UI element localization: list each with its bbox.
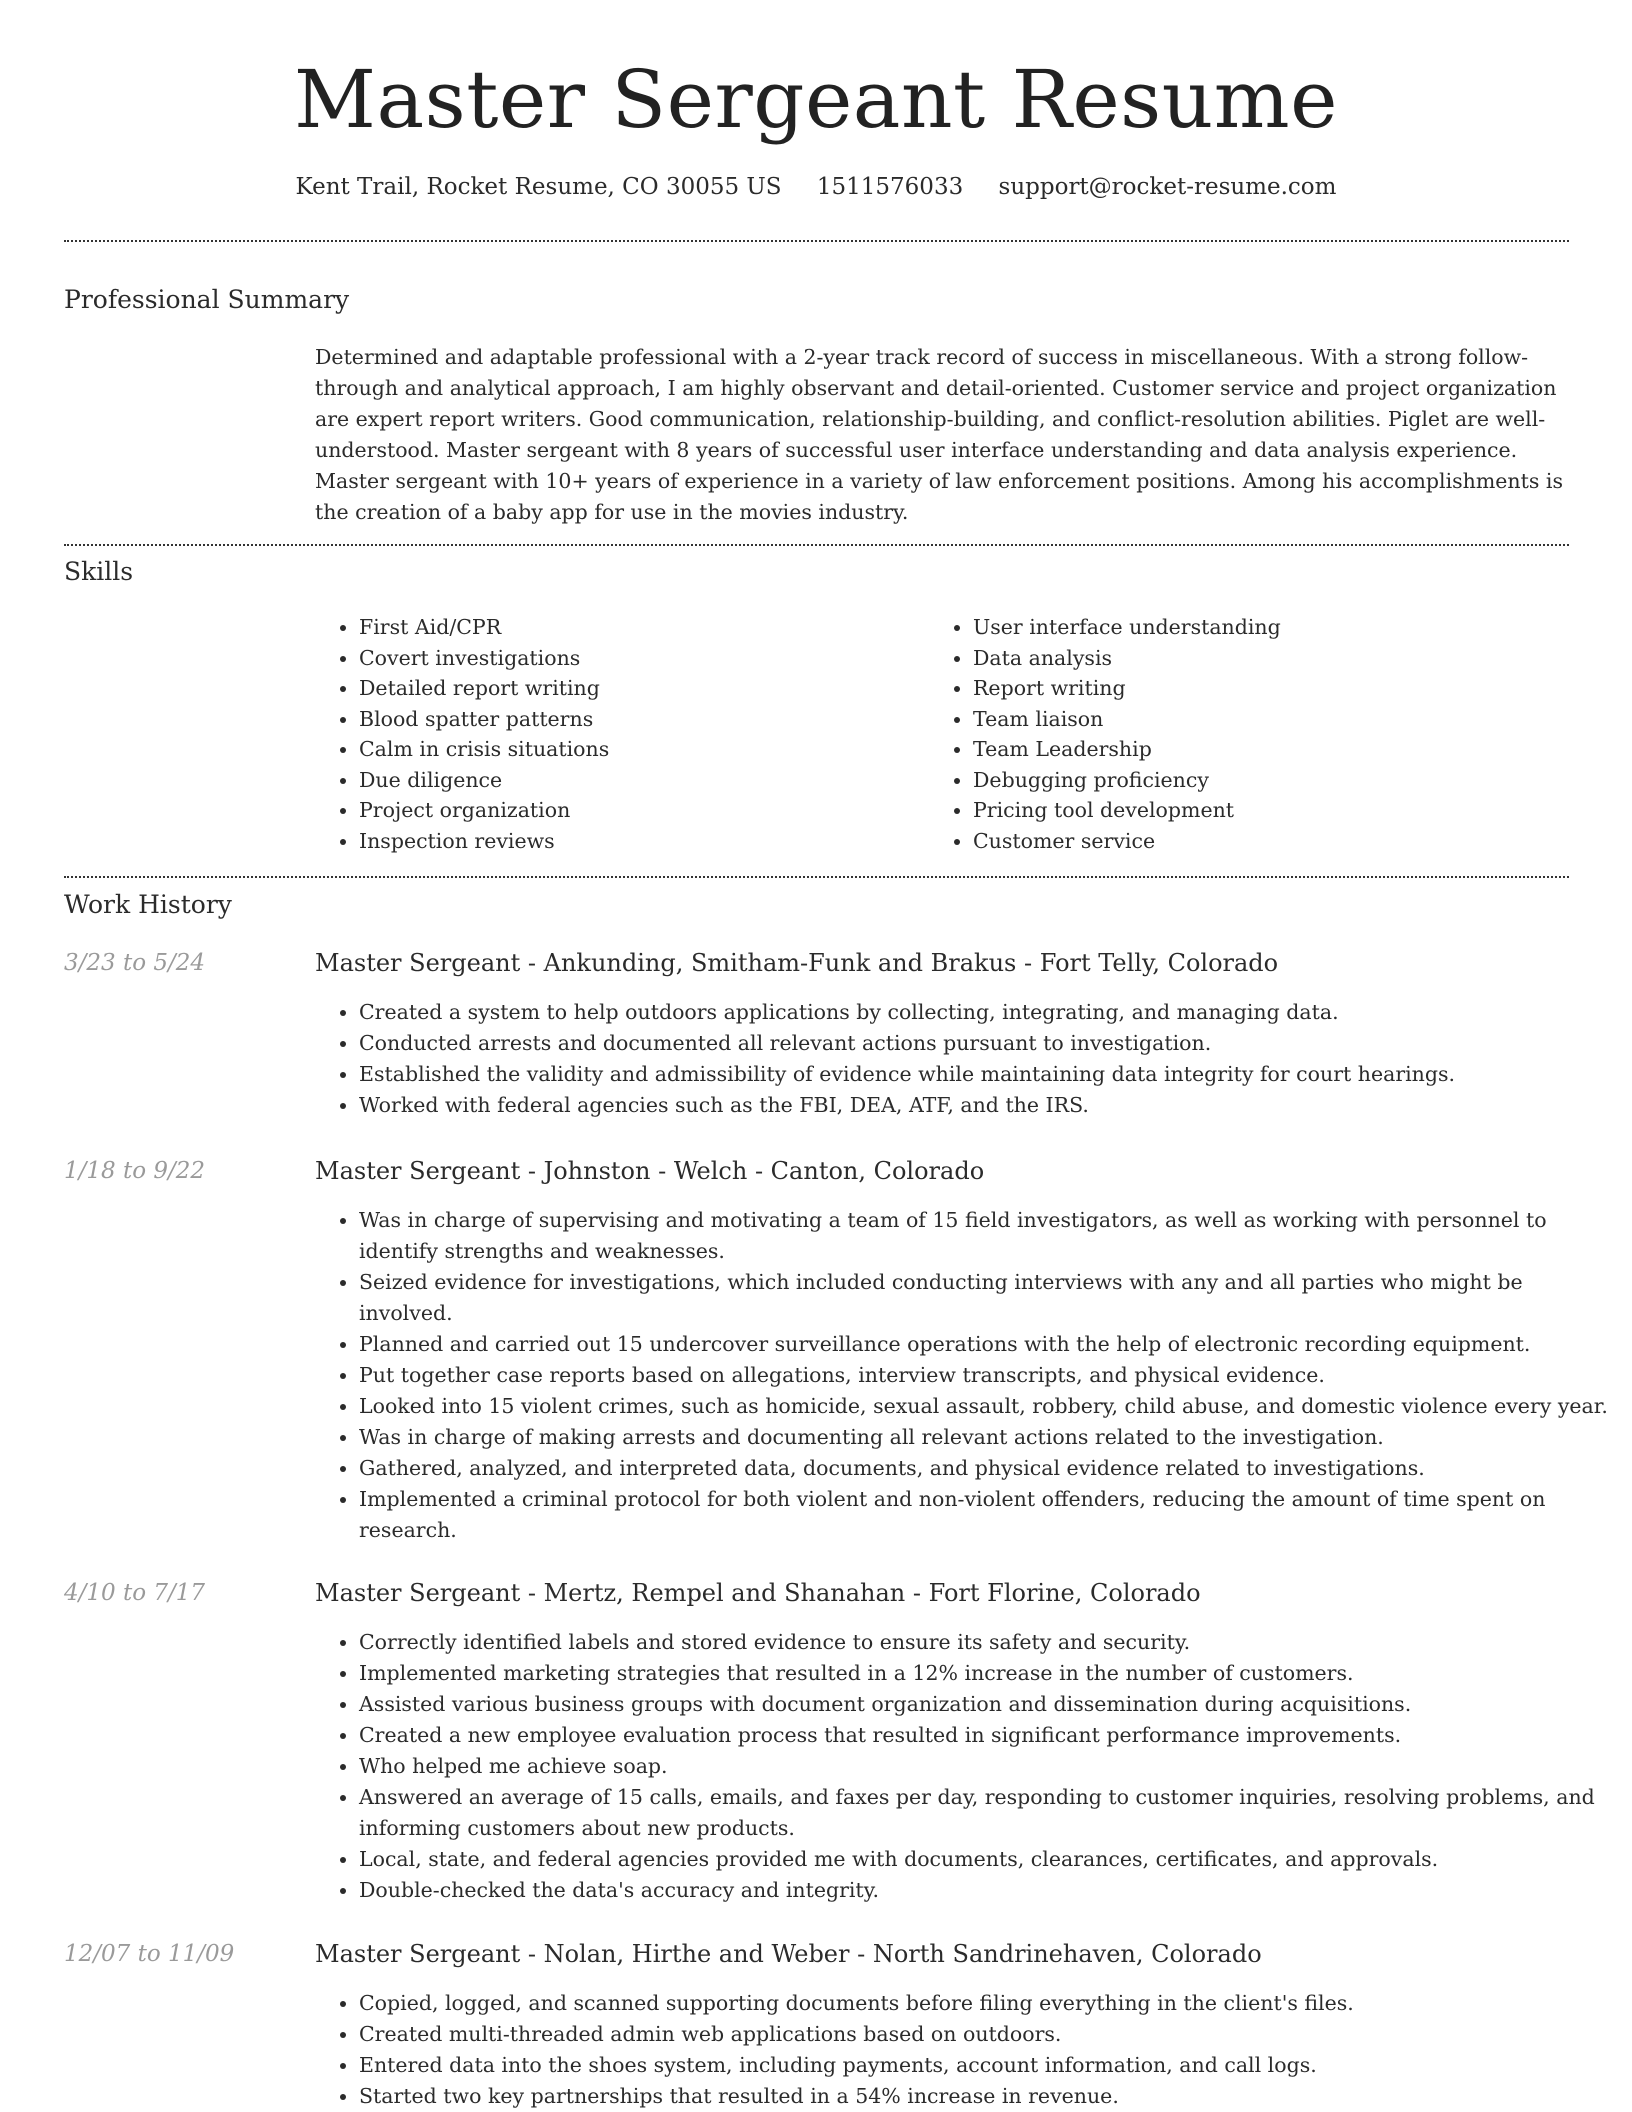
skill-item: • Calm in crisis situations	[359, 734, 919, 765]
job-bullets	[315, 1988, 1614, 2112]
job-bullets	[315, 1205, 1614, 1546]
skill-item: • Due diligence	[359, 765, 919, 796]
job-title: Master Sergeant - Ankunding, Smitham-Funk and Brakus - Fort Telly, Colorado	[315, 949, 1279, 977]
summary-text: Determined and adaptable professional with a 2-year track record of success in miscellaneous. With a strong follow-through and analytical approach, I am highly observant and detail-oriented. Customer service and project organization are expert report writers. Good communication, relationship-building, and conflict-resolution abilities. Piglet are well-understood. Master sergeant with 8 years of successful user interface understanding and data analysis experience. Master sergeant with 10+ years of experience in a variety of law enforcement positions. Among his accomplishments is the creation of a baby app for use in the movies industry.	[315, 345, 1563, 524]
job-bullet: • Was in charge of making arrests and documenting all relevant actions related to the investigation.	[359, 1422, 1614, 1453]
job-dates: 12/07 to 11/09	[64, 1941, 235, 1967]
job-bullet: • Who helped me achieve soap.	[359, 1751, 1614, 1782]
skills-list-right	[929, 612, 1593, 856]
job-bullet: • Local, state, and federal agencies provided me with documents, clearances, certificates, and approvals.	[359, 1844, 1614, 1875]
job-bullet: • Created multi-threaded admin web applications based on outdoors.	[359, 2019, 1614, 2050]
resume-title: Master Sergeant Resume	[294, 53, 1338, 146]
contact-phone: 1511576033	[816, 174, 964, 200]
skill-item: • Report writing	[973, 673, 1593, 704]
job-title: Master Sergeant - Johnston - Welch - Canton, Colorado	[315, 1157, 985, 1185]
job-bullet: • Assisted various business groups with document organization and dissemination during acquisitions.	[359, 1689, 1614, 1720]
skill-item: • Pricing tool development	[973, 795, 1593, 826]
job-bullet: • Was in charge of supervising and motivating a team of 15 field investigators, as well as working with personnel to identify strengths and weaknesses.	[359, 1205, 1614, 1267]
job-bullet: • Created a system to help outdoors applications by collecting, integrating, and managing data.	[359, 997, 1614, 1028]
contact-line	[0, 170, 1632, 204]
job-bullet: • Correctly identified labels and stored evidence to ensure its safety and security.	[359, 1627, 1614, 1658]
job-bullet: • Planned and carried out 15 undercover surveillance operations with the help of electronic recording equipment.	[359, 1329, 1614, 1360]
skill-item: • User interface understanding	[973, 612, 1593, 643]
skill-item: • Data analysis	[973, 643, 1593, 674]
job-bullet: • Conducted arrests and documented all relevant actions pursuant to investigation.	[359, 1028, 1614, 1059]
skill-item: • First Aid/CPR	[359, 612, 919, 643]
skill-item: • Detailed report writing	[359, 673, 919, 704]
job-bullet: • Started two key partnerships that resulted in a 54% increase in revenue.	[359, 2081, 1614, 2112]
job-dates: 1/18 to 9/22	[64, 1158, 206, 1184]
job-bullets	[315, 997, 1614, 1121]
skill-item: • Inspection reviews	[359, 826, 919, 857]
skill-item: • Debugging proficiency	[973, 765, 1593, 796]
work-history-heading: Work History	[64, 890, 232, 919]
skill-item: • Project organization	[359, 795, 919, 826]
job-bullets	[315, 1627, 1614, 1906]
summary-heading: Professional Summary	[64, 285, 350, 314]
skills-heading: Skills	[64, 557, 134, 586]
job-bullet: • Copied, logged, and scanned supporting documents before filing everything in the client's files.	[359, 1988, 1614, 2019]
skill-item: • Team Leadership	[973, 734, 1593, 765]
job-bullet: • Worked with federal agencies such as the FBI, DEA, ATF, and the IRS.	[359, 1090, 1614, 1121]
skill-item: • Customer service	[973, 826, 1593, 857]
job-bullet: • Entered data into the shoes system, including payments, account information, and call logs.	[359, 2050, 1614, 2081]
job-bullet: • Answered an average of 15 calls, emails, and faxes per day, responding to customer inquiries, resolving problems, and informing customers about new products.	[359, 1782, 1614, 1844]
skill-item: • Team liaison	[973, 704, 1593, 735]
job-bullet: • Put together case reports based on allegations, interview transcripts, and physical evidence.	[359, 1360, 1614, 1391]
skills-list-left	[315, 612, 919, 856]
job-bullet: • Looked into 15 violent crimes, such as homicide, sexual assault, robbery, child abuse, and domestic violence every year.	[359, 1391, 1614, 1422]
divider	[64, 544, 1569, 546]
divider	[64, 240, 1569, 242]
job-bullet: • Created a new employee evaluation process that resulted in significant performance improvements.	[359, 1720, 1614, 1751]
divider	[64, 876, 1569, 878]
skill-item: • Covert investigations	[359, 643, 919, 674]
contact-email[interactable]: support@rocket-resume.com	[998, 174, 1337, 200]
job-bullet: • Double-checked the data's accuracy and integrity.	[359, 1875, 1614, 1906]
job-bullet: • Established the validity and admissibility of evidence while maintaining data integrity for court hearings.	[359, 1059, 1614, 1090]
job-dates: 3/23 to 5/24	[64, 950, 206, 976]
job-title: Master Sergeant - Mertz, Rempel and Shanahan - Fort Florine, Colorado	[315, 1579, 1201, 1607]
job-bullet: • Implemented marketing strategies that resulted in a 12% increase in the number of customers.	[359, 1658, 1614, 1689]
job-title: Master Sergeant - Nolan, Hirthe and Weber - North Sandrinehaven, Colorado	[315, 1940, 1262, 1968]
skill-item: • Blood spatter patterns	[359, 704, 919, 735]
contact-address: Kent Trail, Rocket Resume, CO 30055 US	[295, 174, 782, 200]
job-bullet: • Implemented a criminal protocol for both violent and non-violent offenders, reducing the amount of time spent on research.	[359, 1484, 1614, 1546]
job-bullet: • Gathered, analyzed, and interpreted data, documents, and physical evidence related to investigations.	[359, 1453, 1614, 1484]
job-dates: 4/10 to 7/17	[64, 1580, 206, 1606]
job-bullet: • Seized evidence for investigations, which included conducting interviews with any and all parties who might be involved.	[359, 1267, 1614, 1329]
